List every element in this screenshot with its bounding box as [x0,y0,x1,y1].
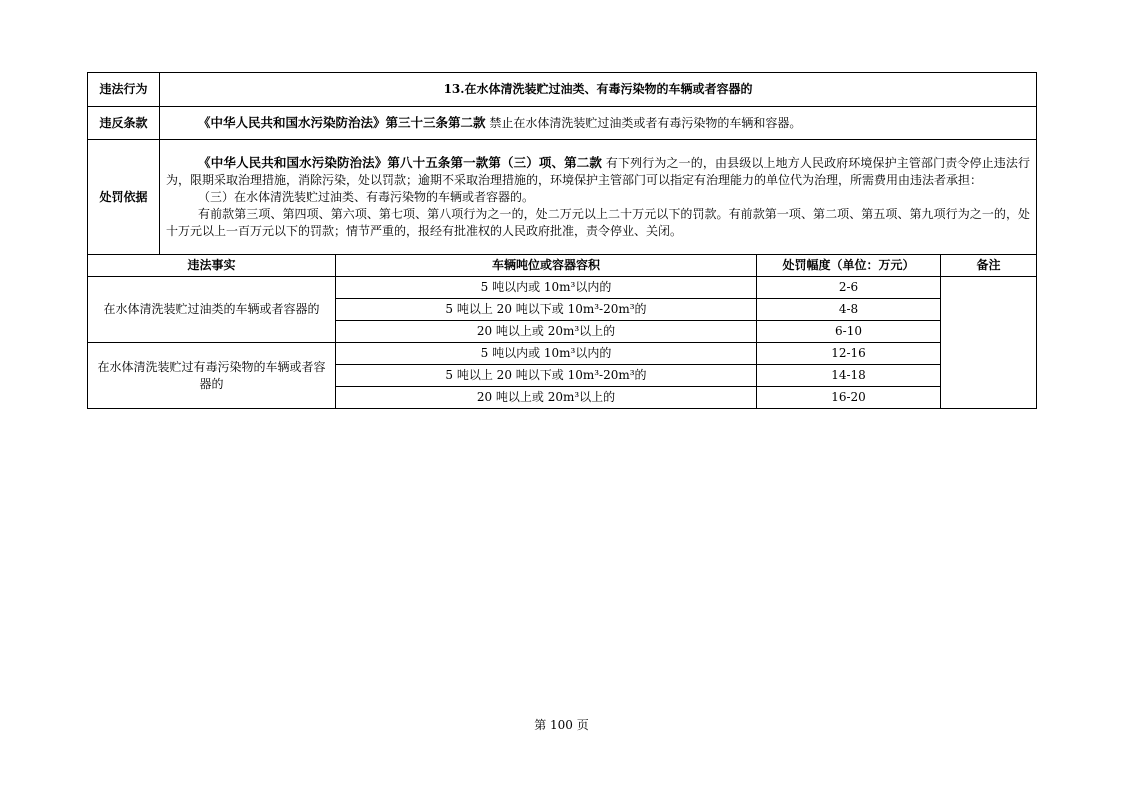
header-volume: 车辆吨位或容器容积 [336,255,757,277]
range-cell: 6-10 [757,321,941,343]
clause-label: 违反条款 [88,107,160,140]
volume-cell: 5 吨以上 20 吨以下或 10m³-20m³的 [336,299,757,321]
fact-cell-toxic: 在水体清洗装贮过有毒污染物的车辆或者容器的 [88,343,336,409]
header-remark: 备注 [941,255,1037,277]
volume-cell: 5 吨以上 20 吨以下或 10m³-20m³的 [336,365,757,387]
violation-row [88,73,1037,107]
volume-cell: 20 吨以上或 20m³以上的 [336,321,757,343]
violation-label: 违法行为 [88,73,160,107]
range-cell: 4-8 [757,299,941,321]
range-cell: 14-18 [757,365,941,387]
penalty-basis-content [160,140,1037,255]
range-cell: 12-16 [757,343,941,365]
page-number: 第 100 页 [534,718,589,732]
basis-para1-text: 有下列行为之一的，由县级以上地方人民政府环境保护主管部门责令停止违法行为，限期采取治理措施，消除污染，处以罚款；逾期不采取治理措施的，环境保护主管部门可以指定有治理能力的单位代为治理，所需费用由违法者承担： [166,156,1030,187]
clause-law-name: 《中华人民共和国水污染防治法》第三十三条第二款 [198,115,486,130]
header-fact: 违法事实 [88,255,336,277]
table-row [88,343,1037,365]
clause-row [88,107,1037,140]
volume-cell: 20 吨以上或 20m³以上的 [336,387,757,409]
basis-paragraph-1 [166,154,1030,189]
basis-para3-text: 有前款第三项、第四项、第六项、第七项、第八项行为之一的，处二万元以上二十万元以下的罚款。有前款第一项、第二项、第五项、第九项行为之一的，处十万元以上一百万元以下的罚款；情节严重的，报经有批准权的人民政府批准，责令停业、关闭。 [166,207,1031,238]
range-cell: 2-6 [757,277,941,299]
range-cell: 16-20 [757,387,941,409]
volume-cell: 5 吨以内或 10m³以内的 [336,277,757,299]
header-range: 处罚幅度（单位：万元） [757,255,941,277]
remark-cell [941,277,1037,409]
basis-para2-text: （三）在水体清洗装贮过油类、有毒污染物的车辆或者容器的。 [198,190,535,204]
clause-text: 禁止在水体清洗装贮过油类或者有毒污染物的车辆和容器。 [489,116,802,130]
clause-content [160,107,1037,140]
penalty-basis-label: 处罚依据 [88,140,160,255]
basis-paragraph-3 [166,206,1030,240]
basis-law-name: 《中华人民共和国水污染防治法》第八十五条第一款第（三）项、第二款 [198,155,602,170]
volume-cell: 5 吨以内或 10m³以内的 [336,343,757,365]
penalty-standard-table [87,72,1037,409]
fact-cell-oil: 在水体清洗装贮过油类的车辆或者容器的 [88,277,336,343]
basis-paragraph-2 [166,189,1030,206]
violation-title: 13.在水体清洗装贮过油类、有毒污染物的车辆或者容器的 [160,73,1037,107]
penalty-basis-row [88,140,1037,255]
table-row [88,277,1037,299]
penalty-table-header-row [88,255,1037,277]
